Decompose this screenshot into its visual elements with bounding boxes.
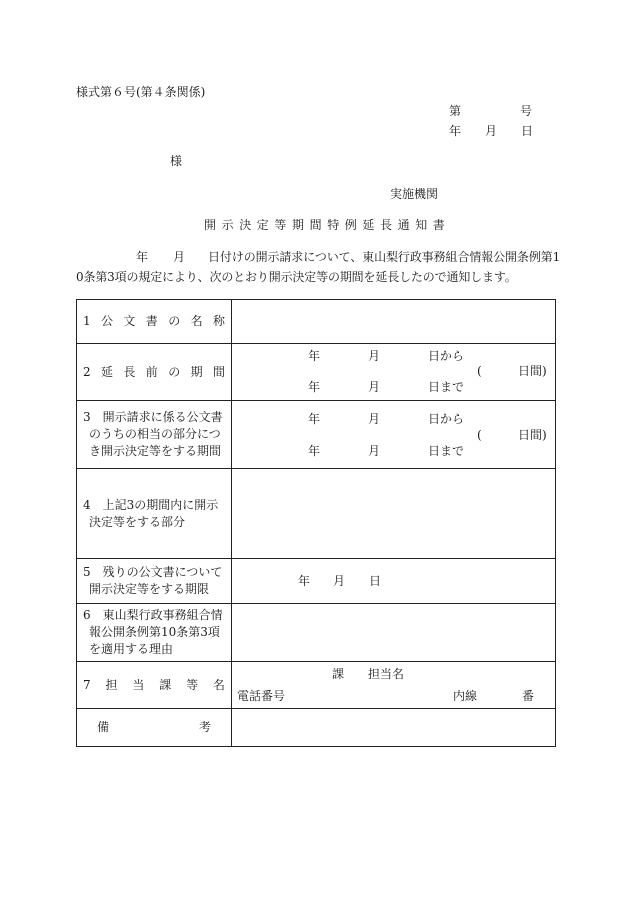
paren-open: ( (477, 364, 482, 378)
to-label: 日まで (428, 380, 465, 394)
ban-label: 番 (522, 689, 535, 703)
doc-number-prefix: 第 (449, 104, 462, 118)
paren-open: ( (477, 428, 482, 442)
month-label: 月 (333, 574, 346, 588)
year-label: 年 (308, 412, 321, 426)
label-char: 名 (190, 314, 203, 328)
doc-number-suffix: 号 (520, 104, 533, 118)
value-contact[interactable] (232, 662, 556, 709)
label-char: 延 (101, 364, 114, 379)
label-remaining-deadline (77, 559, 232, 604)
date-month: 月 (485, 124, 498, 138)
label-char: 期 (190, 364, 203, 379)
label-char: 文 (123, 314, 136, 328)
year-label: 年 (308, 444, 321, 458)
label-char: 名 (212, 677, 225, 692)
date-day: 日 (521, 124, 534, 138)
days-label: 日間) (518, 428, 547, 442)
month-label: 月 (368, 412, 381, 426)
value-remarks[interactable] (232, 709, 556, 747)
section-label: 課 (332, 667, 345, 681)
date-year: 年 (449, 124, 462, 138)
label-char: 長 (123, 364, 136, 379)
to-label: 日まで (428, 444, 465, 458)
issuer: 実施機関 (390, 187, 439, 201)
phone-label: 電話番号 (237, 689, 286, 703)
year-label: 年 (308, 349, 321, 363)
body-month: 月 (173, 250, 186, 264)
value-partial-period[interactable] (232, 401, 556, 469)
day-label: 日 (369, 574, 382, 588)
label-char: 前 (145, 364, 158, 379)
label-document-name (77, 300, 232, 344)
month-label: 月 (368, 349, 381, 363)
label-char: 当 (132, 677, 145, 692)
row-partial-period (77, 401, 556, 469)
row-contact (77, 662, 556, 709)
label-remarks (77, 709, 232, 747)
label-char: 備 (97, 720, 110, 734)
row-number: 7 (83, 677, 91, 692)
label-partial-period (77, 401, 232, 469)
from-label: 日から (428, 412, 465, 426)
label-disclosure-part (77, 469, 232, 559)
form-number: 様式第６号(第４条関係) (76, 85, 206, 99)
label-line: 3 開示請求に係る公文書 (83, 410, 223, 424)
label-line: き開示決定等をする期間 (89, 444, 222, 458)
label-line: 決定等をする部分 (89, 514, 186, 529)
row-disclosure-part (77, 469, 556, 559)
label-line: 4 上記3の期間内に開示 (83, 497, 219, 512)
row-remarks (77, 709, 556, 747)
year-label: 年 (298, 574, 311, 588)
label-line: 5 残りの公文書について (83, 565, 223, 579)
label-char: 等 (186, 677, 199, 692)
extension-label: 内線 (453, 689, 478, 703)
value-document-name[interactable] (232, 300, 556, 344)
label-char: の (168, 364, 181, 379)
label-line: 開示決定等をする期限 (89, 582, 210, 596)
recipient-honorific: 様 (170, 154, 183, 168)
year-label: 年 (308, 380, 321, 394)
label-char: 考 (198, 720, 211, 734)
row-reason (77, 604, 556, 662)
label-char: 公 (101, 314, 114, 328)
label-period-before (77, 344, 232, 401)
body-year: 年 (136, 250, 149, 264)
label-char: 称 (212, 314, 225, 328)
month-label: 月 (368, 444, 381, 458)
row-number: 1 (83, 314, 91, 328)
body-line2: 0条第3項の規定により、次のとおり開示決定等の期間を延長したので通知します。 (76, 270, 517, 284)
row-remaining-deadline (77, 559, 556, 604)
label-line: 6 東山梨行政事務組合情 (83, 608, 223, 622)
body-line1: 日付けの開示請求について、東山梨行政事務組合情報公開条例第1 (208, 250, 561, 264)
person-label: 担当名 (368, 667, 405, 681)
label-char: 間 (212, 364, 225, 379)
row-period-before (77, 344, 556, 401)
value-disclosure-part[interactable] (232, 469, 556, 559)
label-char: 課 (159, 677, 172, 692)
from-label: 日から (428, 349, 465, 363)
label-line: を適用する理由 (89, 642, 174, 656)
label-char: の (168, 314, 181, 328)
value-period-before[interactable] (232, 344, 556, 401)
label-line: のうちの相当の部分につ (89, 427, 221, 441)
row-document-name (77, 300, 556, 344)
label-char: 書 (145, 314, 158, 328)
month-label: 月 (368, 380, 381, 394)
value-remaining-deadline[interactable] (232, 559, 556, 604)
days-label: 日間) (518, 364, 547, 378)
form-table (76, 299, 556, 747)
label-contact (77, 662, 232, 709)
row-number: 2 (83, 364, 91, 379)
value-reason[interactable] (232, 604, 556, 662)
document-title: 開示決定等期間特例延長通知書 (204, 218, 451, 232)
label-char: 担 (105, 677, 118, 692)
label-line: 報公開条例第10条第3項 (89, 625, 220, 639)
label-reason (77, 604, 232, 662)
